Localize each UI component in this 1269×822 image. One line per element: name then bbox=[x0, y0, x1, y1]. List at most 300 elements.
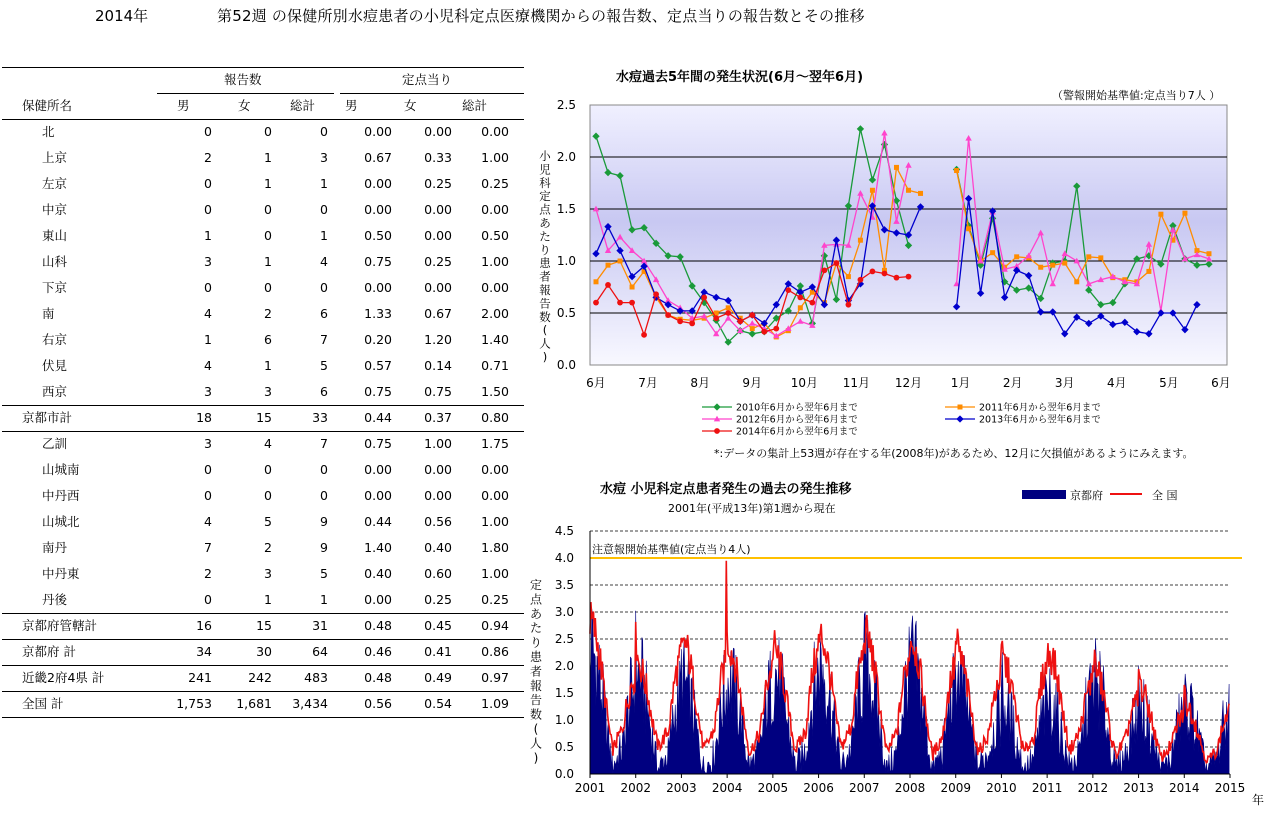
cell-pf: 0.41 bbox=[424, 644, 452, 659]
cell-pt: 0.80 bbox=[481, 410, 509, 425]
data-point bbox=[894, 165, 899, 170]
data-point bbox=[1146, 269, 1151, 274]
cell-m: 0 bbox=[204, 124, 212, 139]
x-tick-label: 2009 bbox=[940, 781, 971, 795]
data-point bbox=[1086, 254, 1091, 259]
x-tick-label: 6月 bbox=[1211, 376, 1231, 390]
row-name: 乙訓 bbox=[42, 436, 68, 451]
x-tick-label: 6月 bbox=[586, 376, 606, 390]
cell-m: 1 bbox=[204, 332, 212, 347]
data-point bbox=[809, 300, 815, 306]
cell-pt: 1.00 bbox=[481, 514, 509, 529]
data-point bbox=[665, 312, 671, 318]
cell-f: 1,681 bbox=[236, 696, 272, 711]
cell-pm: 0.00 bbox=[364, 124, 392, 139]
chart1-subtitle: （警報開始基準値:定点当り7人 ） bbox=[1052, 89, 1221, 102]
cell-pf: 0.75 bbox=[424, 384, 452, 399]
cell-f: 5 bbox=[264, 514, 272, 529]
data-point bbox=[677, 318, 683, 324]
chart1-y-axis-label bbox=[539, 149, 551, 364]
chart1-legend bbox=[702, 402, 1101, 438]
chart1-x-ticks bbox=[586, 376, 1231, 390]
data-point bbox=[1158, 212, 1163, 217]
cell-t: 5 bbox=[320, 566, 328, 581]
cell-pf: 0.45 bbox=[424, 618, 452, 633]
y-axis-label-char: り bbox=[529, 635, 543, 650]
cell-f: 242 bbox=[248, 670, 272, 685]
y-tick-label: 1.5 bbox=[554, 686, 574, 700]
y-axis-label-char: 人 bbox=[529, 736, 543, 751]
cell-pt: 0.00 bbox=[481, 124, 509, 139]
cell-pf: 0.00 bbox=[424, 462, 452, 477]
cell-f: 1 bbox=[264, 358, 272, 373]
table-row bbox=[2, 509, 524, 535]
y-axis-label-char: 定 bbox=[539, 189, 551, 204]
cell-pt: 1.00 bbox=[481, 566, 509, 581]
cell-f: 0 bbox=[264, 462, 272, 477]
row-name: 中丹西 bbox=[42, 488, 80, 503]
y-axis-label-char: 数 bbox=[529, 707, 543, 722]
data-point bbox=[737, 318, 743, 324]
table-row bbox=[2, 665, 524, 691]
data-point bbox=[593, 300, 599, 306]
data-point bbox=[617, 300, 623, 306]
data-point bbox=[1014, 254, 1019, 259]
cell-f: 1 bbox=[264, 150, 272, 165]
data-point bbox=[750, 326, 755, 331]
cell-pf: 0.00 bbox=[424, 124, 452, 139]
cell-pf: 0.54 bbox=[424, 696, 452, 711]
cell-t: 4 bbox=[320, 254, 328, 269]
cell-m: 0 bbox=[204, 202, 212, 217]
cell-m: 4 bbox=[204, 306, 212, 321]
cell-pt: 1.00 bbox=[481, 254, 509, 269]
cell-pt: 2.00 bbox=[481, 306, 509, 321]
cell-t: 6 bbox=[320, 306, 328, 321]
cell-f: 3 bbox=[264, 566, 272, 581]
y-tick-label: 4.5 bbox=[554, 524, 574, 538]
y-axis-label-char: 数 bbox=[539, 309, 551, 324]
table-row bbox=[2, 353, 524, 379]
cell-pf: 0.00 bbox=[424, 280, 452, 295]
data-point bbox=[918, 191, 923, 196]
cell-f: 2 bbox=[264, 306, 272, 321]
cell-pm: 0.56 bbox=[364, 696, 392, 711]
cell-pt: 1.00 bbox=[481, 150, 509, 165]
data-point bbox=[1038, 265, 1043, 270]
table-group-header bbox=[2, 67, 524, 93]
table-row bbox=[2, 327, 524, 353]
x-tick-label: 2011 bbox=[1031, 781, 1063, 795]
x-tick-label: 2001 bbox=[574, 781, 606, 795]
data-point bbox=[653, 291, 659, 297]
cell-pm: 0.20 bbox=[364, 332, 392, 347]
col-total-label: 総計 bbox=[290, 98, 316, 113]
y-tick-label: 1.0 bbox=[554, 713, 574, 727]
group-per-sentinel-label: 定点当り bbox=[402, 72, 453, 87]
x-tick-label: 12月 bbox=[894, 376, 923, 390]
chart2-title: 水痘 小児科定点患者発生の過去の発生推移 bbox=[600, 482, 852, 497]
cell-f: 0 bbox=[264, 124, 272, 139]
y-tick-label: 0.0 bbox=[554, 767, 574, 781]
table-row bbox=[2, 483, 524, 509]
data-point bbox=[906, 188, 911, 193]
data-point bbox=[906, 274, 912, 280]
report-table bbox=[2, 67, 524, 717]
row-name: 左京 bbox=[42, 176, 68, 191]
cell-pt: 0.00 bbox=[481, 462, 509, 477]
cell-f: 0 bbox=[264, 228, 272, 243]
data-point bbox=[990, 250, 995, 255]
x-tick-label: 2005 bbox=[757, 781, 789, 795]
row-name: 中丹東 bbox=[42, 566, 80, 581]
cell-t: 31 bbox=[312, 618, 328, 633]
cell-pf: 0.40 bbox=[424, 540, 452, 555]
history-chart bbox=[520, 474, 1269, 820]
cell-t: 3,434 bbox=[292, 696, 328, 711]
y-axis-label-char: 科 bbox=[539, 175, 551, 190]
cell-pf: 0.00 bbox=[424, 488, 452, 503]
data-point bbox=[833, 260, 839, 266]
data-point bbox=[773, 326, 779, 332]
x-tick-label: 2008 bbox=[894, 781, 926, 795]
y-axis-label-char: り bbox=[539, 242, 551, 257]
data-point bbox=[689, 321, 695, 327]
row-name: 上京 bbox=[42, 150, 68, 165]
group-reports-label: 報告数 bbox=[224, 72, 262, 87]
table-row bbox=[2, 275, 524, 301]
y-tick-label: 3.5 bbox=[554, 578, 574, 592]
x-tick-label: 2004 bbox=[711, 781, 743, 795]
cell-m: 0 bbox=[204, 462, 212, 477]
legend-label: 全 国 bbox=[1152, 489, 1178, 502]
row-name: 右京 bbox=[42, 332, 68, 347]
table-row bbox=[2, 535, 524, 561]
cell-pf: 0.00 bbox=[424, 202, 452, 217]
cell-pf: 0.49 bbox=[424, 670, 452, 685]
legend-label: 2011年6月から翌年6月まで bbox=[979, 402, 1101, 414]
cell-pm: 0.67 bbox=[364, 150, 392, 165]
y-tick-label: 2.5 bbox=[554, 632, 574, 646]
data-point bbox=[894, 275, 900, 281]
cell-pm: 0.44 bbox=[364, 514, 392, 529]
y-tick-label: 0.5 bbox=[556, 306, 576, 320]
data-point bbox=[605, 282, 611, 288]
x-tick-label: 10月 bbox=[790, 376, 818, 390]
data-point bbox=[882, 271, 888, 277]
x-tick-label: 1月 bbox=[950, 376, 971, 390]
chart2-y-axis-label bbox=[530, 578, 543, 765]
cell-pm: 0.00 bbox=[364, 202, 392, 217]
col-per-female-label: 女 bbox=[404, 98, 417, 113]
x-tick-label: 2003 bbox=[666, 781, 697, 795]
cell-t: 9 bbox=[320, 540, 328, 555]
cell-f: 15 bbox=[256, 410, 272, 425]
table-row bbox=[2, 587, 524, 613]
cell-pf: 0.25 bbox=[424, 592, 452, 607]
cell-m: 2 bbox=[204, 150, 212, 165]
cell-f: 1 bbox=[264, 254, 272, 269]
y-axis-label-char: 点 bbox=[529, 592, 543, 607]
x-tick-label: 2012 bbox=[1077, 781, 1109, 795]
data-point bbox=[858, 238, 863, 243]
x-tick-label: 2006 bbox=[803, 781, 834, 795]
cell-pt: 0.00 bbox=[481, 202, 509, 217]
x-tick-label: 2月 bbox=[1002, 376, 1023, 390]
cell-pt: 1.80 bbox=[481, 540, 509, 555]
data-point bbox=[629, 300, 635, 306]
cell-pm: 0.75 bbox=[364, 254, 392, 269]
table-column-header bbox=[2, 93, 524, 119]
x-tick-label: 4月 bbox=[1107, 376, 1127, 390]
table-row bbox=[2, 405, 524, 431]
cell-f: 1 bbox=[264, 592, 272, 607]
header-year: 2014年 bbox=[95, 7, 149, 25]
row-name: 伏見 bbox=[42, 358, 68, 373]
table-row bbox=[2, 145, 524, 171]
cell-m: 0 bbox=[204, 176, 212, 191]
data-point bbox=[641, 332, 647, 338]
cell-f: 2 bbox=[264, 540, 272, 555]
cell-t: 33 bbox=[312, 410, 328, 425]
cell-m: 241 bbox=[188, 670, 212, 685]
y-axis-label-char: 患 bbox=[539, 256, 551, 271]
data-point bbox=[846, 274, 851, 279]
y-axis-label-char: 人 bbox=[539, 336, 551, 351]
data-point bbox=[1050, 263, 1055, 268]
cell-pm: 0.00 bbox=[364, 462, 392, 477]
x-unit-label: 年 bbox=[1252, 793, 1265, 807]
data-point bbox=[870, 188, 875, 193]
cell-f: 0 bbox=[264, 280, 272, 295]
data-point bbox=[1074, 279, 1079, 284]
table-row bbox=[2, 457, 524, 483]
cell-t: 0 bbox=[320, 462, 328, 477]
cell-pm: 0.40 bbox=[364, 566, 392, 581]
cell-t: 7 bbox=[320, 436, 328, 451]
cell-pt: 1.40 bbox=[481, 332, 509, 347]
cell-m: 7 bbox=[204, 540, 212, 555]
col-per-total-label: 総計 bbox=[462, 98, 488, 113]
x-tick-label: 11月 bbox=[842, 376, 871, 390]
x-tick-label: 3月 bbox=[1054, 376, 1075, 390]
row-name: 京都市計 bbox=[22, 410, 73, 425]
cell-t: 9 bbox=[320, 514, 328, 529]
data-point bbox=[713, 403, 720, 410]
data-point bbox=[594, 279, 599, 284]
legend-swatch-kyoto bbox=[1022, 490, 1066, 499]
cell-pf: 0.60 bbox=[424, 566, 452, 581]
table-row bbox=[2, 223, 524, 249]
table-row bbox=[2, 431, 524, 457]
data-point bbox=[966, 226, 971, 231]
table-row bbox=[2, 119, 524, 145]
y-axis-label-char: ) bbox=[542, 350, 548, 364]
cell-pt: 1.09 bbox=[481, 696, 509, 711]
y-tick-label: 2.0 bbox=[556, 150, 576, 164]
cell-t: 3 bbox=[320, 150, 328, 165]
cell-t: 1 bbox=[320, 228, 328, 243]
cell-pm: 0.50 bbox=[364, 228, 392, 243]
x-tick-label: 5月 bbox=[1159, 376, 1179, 390]
data-point bbox=[956, 415, 963, 422]
chart1-note: *:データの集計上53週が存在する年(2008年)があるため、12月に欠損値があるようにみえます。 bbox=[714, 447, 1194, 460]
cell-t: 6 bbox=[320, 384, 328, 399]
table-body bbox=[2, 119, 524, 717]
cell-t: 0 bbox=[320, 280, 328, 295]
y-axis-label-char: た bbox=[529, 621, 543, 636]
five-year-chart bbox=[530, 60, 1260, 465]
cell-f: 15 bbox=[256, 618, 272, 633]
x-tick-label: 9月 bbox=[742, 376, 763, 390]
cell-pm: 0.00 bbox=[364, 488, 392, 503]
data-point bbox=[618, 259, 623, 264]
table-row bbox=[2, 561, 524, 587]
row-name: 下京 bbox=[42, 280, 68, 295]
x-tick-label: 2013 bbox=[1123, 781, 1154, 795]
y-axis-label-char: ) bbox=[533, 750, 539, 765]
cell-pf: 1.20 bbox=[424, 332, 452, 347]
row-name: 南丹 bbox=[42, 540, 68, 555]
cell-pf: 0.00 bbox=[424, 228, 452, 243]
y-tick-label: 3.0 bbox=[554, 605, 574, 619]
cell-pf: 0.25 bbox=[424, 176, 452, 191]
col-per-male-label: 男 bbox=[345, 98, 358, 113]
cell-pm: 0.00 bbox=[364, 592, 392, 607]
row-name: 山科 bbox=[42, 254, 68, 269]
row-name: 東山 bbox=[42, 228, 68, 243]
cell-m: 18 bbox=[196, 410, 212, 425]
cell-pf: 0.33 bbox=[424, 150, 452, 165]
col-name-label: 保健所名 bbox=[22, 98, 73, 113]
cell-m: 3 bbox=[204, 254, 212, 269]
table-row bbox=[2, 249, 524, 275]
cell-f: 6 bbox=[264, 332, 272, 347]
cell-pt: 0.25 bbox=[481, 176, 509, 191]
threshold-label: 注意報開始基準値(定点当り4人) bbox=[592, 543, 751, 556]
row-name: 近畿2府4県 計 bbox=[22, 670, 105, 685]
y-axis-label-char: 小 bbox=[539, 149, 551, 163]
y-axis-label-char: 者 bbox=[529, 664, 543, 679]
table-row bbox=[2, 379, 524, 405]
cell-pf: 0.37 bbox=[424, 410, 452, 425]
cell-m: 3 bbox=[204, 436, 212, 451]
cell-t: 483 bbox=[304, 670, 328, 685]
legend-label: 2014年6月から翌年6月まで bbox=[736, 426, 858, 438]
cell-t: 0 bbox=[320, 202, 328, 217]
x-tick-label: 2014 bbox=[1169, 781, 1200, 795]
table-row bbox=[2, 171, 524, 197]
data-point bbox=[630, 285, 635, 290]
x-tick-label: 2002 bbox=[620, 781, 651, 795]
y-axis-label-char: あ bbox=[529, 606, 543, 621]
y-axis-label-char: 児 bbox=[539, 162, 551, 177]
cell-m: 34 bbox=[196, 644, 212, 659]
y-tick-label: 1.5 bbox=[556, 202, 576, 216]
data-point bbox=[798, 305, 803, 310]
cell-pm: 0.00 bbox=[364, 176, 392, 191]
chart2-legend bbox=[1022, 488, 1178, 502]
data-point bbox=[1062, 261, 1067, 266]
data-point bbox=[606, 263, 611, 268]
table-row bbox=[2, 197, 524, 223]
chart1-title: 水痘過去5年間の発生状況(6月～翌年6月) bbox=[616, 70, 864, 85]
y-tick-label: 0.0 bbox=[556, 358, 576, 372]
cell-f: 1 bbox=[264, 176, 272, 191]
data-point bbox=[846, 302, 852, 308]
row-name: 全国 計 bbox=[22, 696, 64, 711]
cell-pt: 0.00 bbox=[481, 280, 509, 295]
cell-m: 1,753 bbox=[176, 696, 212, 711]
table-row bbox=[2, 691, 524, 717]
cell-f: 4 bbox=[264, 436, 272, 451]
cell-pm: 0.00 bbox=[364, 280, 392, 295]
cell-pt: 1.75 bbox=[481, 436, 509, 451]
cell-pm: 0.44 bbox=[364, 410, 392, 425]
cell-pm: 1.40 bbox=[364, 540, 392, 555]
y-tick-label: 0.5 bbox=[554, 740, 574, 754]
data-point bbox=[725, 310, 731, 316]
data-point bbox=[797, 295, 803, 301]
cell-pt: 0.97 bbox=[481, 670, 509, 685]
cell-pt: 0.86 bbox=[481, 644, 509, 659]
cell-t: 64 bbox=[312, 644, 328, 659]
legend-label: 2013年6月から翌年6月まで bbox=[979, 414, 1101, 426]
y-axis-label-char: ( bbox=[533, 722, 539, 736]
cell-m: 1 bbox=[204, 228, 212, 243]
y-axis-label-char: 告 bbox=[539, 296, 551, 311]
y-axis-label-char: 患 bbox=[529, 650, 543, 664]
row-name: 京都府管轄計 bbox=[22, 618, 98, 633]
cell-m: 3 bbox=[204, 384, 212, 399]
cell-t: 1 bbox=[320, 592, 328, 607]
cell-pf: 1.00 bbox=[424, 436, 452, 451]
row-name: 西京 bbox=[42, 384, 68, 399]
cell-pt: 0.50 bbox=[481, 228, 509, 243]
data-point bbox=[1206, 251, 1211, 256]
cell-f: 3 bbox=[264, 384, 272, 399]
cell-f: 30 bbox=[256, 644, 272, 659]
cell-m: 0 bbox=[204, 592, 212, 607]
cell-pm: 0.46 bbox=[364, 644, 392, 659]
y-axis-label-char: 定 bbox=[529, 578, 543, 592]
y-axis-label-char: 告 bbox=[529, 693, 543, 708]
cell-pf: 0.67 bbox=[424, 306, 452, 321]
series-kyoto bbox=[590, 609, 1229, 774]
data-point bbox=[821, 267, 827, 273]
y-axis-label-char: 報 bbox=[529, 678, 543, 693]
row-name: 山城南 bbox=[42, 462, 80, 477]
row-name: 中京 bbox=[42, 202, 68, 217]
data-point bbox=[761, 329, 767, 335]
y-axis-label-char: あ bbox=[539, 216, 551, 230]
legend-label: 京都府 bbox=[1070, 489, 1103, 502]
data-point bbox=[954, 168, 959, 173]
y-axis-label-char: 者 bbox=[539, 269, 551, 284]
row-name: 北 bbox=[42, 124, 55, 139]
col-male-label: 男 bbox=[177, 98, 190, 113]
cell-pm: 0.48 bbox=[364, 618, 392, 633]
table-row bbox=[2, 613, 524, 639]
cell-m: 16 bbox=[196, 618, 212, 633]
chart2-threshold bbox=[590, 542, 1242, 558]
cell-pt: 0.25 bbox=[481, 592, 509, 607]
data-point bbox=[958, 405, 963, 410]
cell-pm: 0.75 bbox=[364, 384, 392, 399]
data-point bbox=[1098, 255, 1103, 260]
data-point bbox=[858, 277, 864, 283]
row-name: 山城北 bbox=[42, 514, 80, 529]
